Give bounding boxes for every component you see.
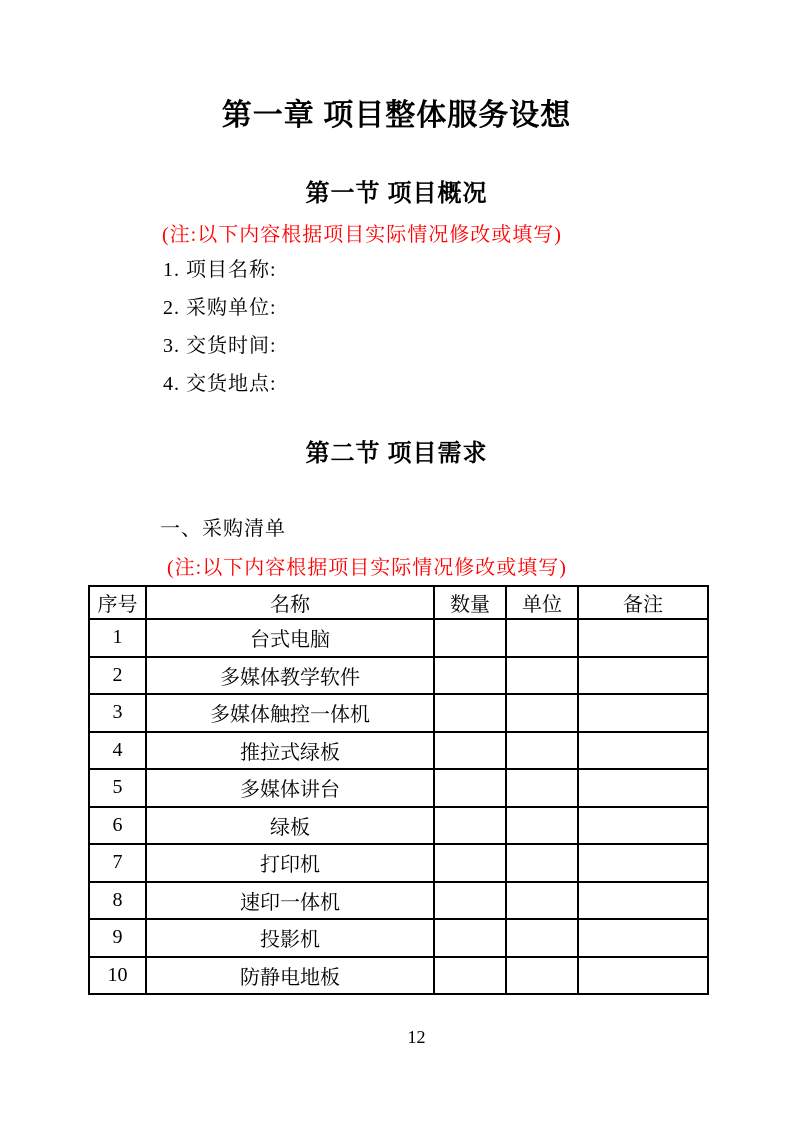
- header-unit: 单位: [506, 586, 578, 619]
- item-name-cell: 推拉式绿板: [146, 732, 434, 770]
- purchase-table: [88, 585, 709, 995]
- table-row: [89, 957, 708, 995]
- table-row: [89, 919, 708, 957]
- table-row: [89, 807, 708, 845]
- table-row: [89, 619, 708, 657]
- row-number-cell: 2: [89, 657, 146, 695]
- unit-cell: [506, 844, 578, 882]
- table-row: [89, 769, 708, 807]
- section-one-title: 第一节 项目概况: [305, 181, 488, 207]
- header-quantity: 数量: [434, 586, 506, 619]
- remark-cell: [578, 882, 708, 920]
- remark-cell: [578, 619, 708, 657]
- header-item-name: 名称: [146, 586, 434, 619]
- row-number-cell: 7: [89, 844, 146, 882]
- remark-cell: [578, 769, 708, 807]
- row-number-cell: 5: [89, 769, 146, 807]
- table-row: [89, 657, 708, 695]
- item-name-cell: 打印机: [146, 844, 434, 882]
- quantity-cell: [434, 807, 506, 845]
- row-number-cell: 4: [89, 732, 146, 770]
- quantity-cell: [434, 882, 506, 920]
- item-name-cell: 多媒体教学软件: [146, 657, 434, 695]
- unit-cell: [506, 732, 578, 770]
- unit-cell: [506, 619, 578, 657]
- header-serial-number: 序号: [89, 586, 146, 619]
- unit-cell: [506, 919, 578, 957]
- quantity-cell: [434, 919, 506, 957]
- remark-cell: [578, 657, 708, 695]
- item-name-cell: 台式电脑: [146, 619, 434, 657]
- unit-cell: [506, 807, 578, 845]
- field-delivery-place: 4. 交货地点:: [163, 373, 277, 395]
- item-name-cell: 速印一体机: [146, 882, 434, 920]
- row-number-cell: 1: [89, 619, 146, 657]
- table-row: [89, 844, 708, 882]
- row-number-cell: 9: [89, 919, 146, 957]
- item-name-cell: 多媒体讲台: [146, 769, 434, 807]
- item-name-cell: 多媒体触控一体机: [146, 694, 434, 732]
- unit-cell: [506, 694, 578, 732]
- chapter-title: 第一章 项目整体服务设想: [221, 99, 572, 132]
- remark-cell: [578, 732, 708, 770]
- remark-cell: [578, 919, 708, 957]
- unit-cell: [506, 882, 578, 920]
- section-one-note: (注:以下内容根据项目实际情况修改或填写): [162, 224, 562, 246]
- item-name-cell: 防静电地板: [146, 957, 434, 995]
- table-row: [89, 732, 708, 770]
- purchase-table-header-row: [89, 586, 708, 619]
- quantity-cell: [434, 769, 506, 807]
- unit-cell: [506, 657, 578, 695]
- row-number-cell: 8: [89, 882, 146, 920]
- remark-cell: [578, 807, 708, 845]
- purchase-list-note: (注:以下内容根据项目实际情况修改或填写): [167, 557, 567, 579]
- quantity-cell: [434, 694, 506, 732]
- row-number-cell: 6: [89, 807, 146, 845]
- table-row: [89, 694, 708, 732]
- purchase-table-body: [89, 619, 708, 994]
- remark-cell: [578, 957, 708, 995]
- quantity-cell: [434, 957, 506, 995]
- quantity-cell: [434, 844, 506, 882]
- table-row: [89, 882, 708, 920]
- item-name-cell: 投影机: [146, 919, 434, 957]
- purchase-list-heading: 一、采购清单: [160, 518, 286, 540]
- field-delivery-time: 3. 交货时间:: [163, 335, 277, 357]
- quantity-cell: [434, 619, 506, 657]
- quantity-cell: [434, 732, 506, 770]
- remark-cell: [578, 844, 708, 882]
- unit-cell: [506, 957, 578, 995]
- row-number-cell: 10: [89, 957, 146, 995]
- field-project-name: 1. 项目名称:: [163, 259, 277, 281]
- item-name-cell: 绿板: [146, 807, 434, 845]
- page-number: 12: [407, 1027, 426, 1047]
- quantity-cell: [434, 657, 506, 695]
- section-two-title: 第二节 项目需求: [305, 441, 488, 467]
- header-remark: 备注: [578, 586, 708, 619]
- row-number-cell: 3: [89, 694, 146, 732]
- unit-cell: [506, 769, 578, 807]
- overview-fields: [163, 251, 277, 403]
- remark-cell: [578, 694, 708, 732]
- field-purchasing-unit: 2. 采购单位:: [163, 297, 277, 319]
